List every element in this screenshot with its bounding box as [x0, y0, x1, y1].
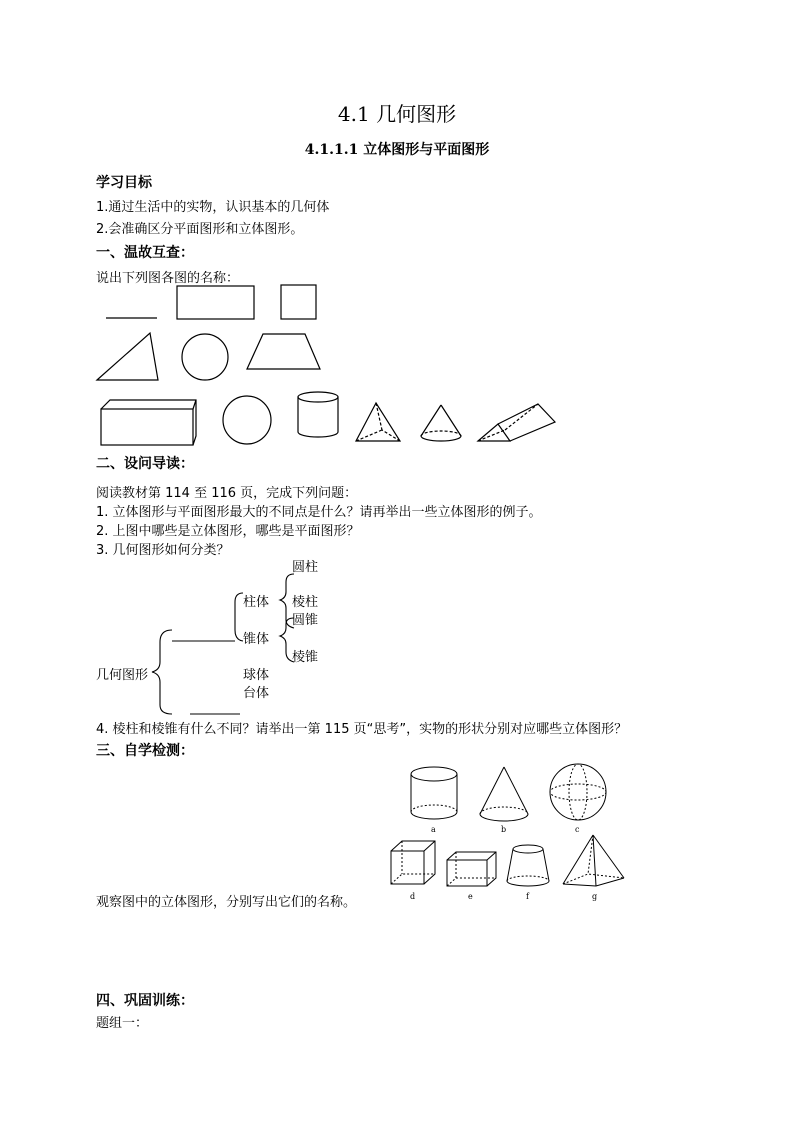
question: 1. 立体图形与平面图形最大的不同点是什么？请再举出一些立体图形的例子。 [96, 505, 542, 520]
question: 3. 几何图形如何分类？ [96, 543, 230, 558]
goal-item: 2.会准确区分平面图形和立体图形。 [96, 222, 304, 237]
goal-item: 1.通过生活中的实物，认识基本的几何体 [96, 200, 330, 215]
figure-g-pyramid [563, 835, 624, 886]
figure-label-c: c [575, 825, 580, 834]
tree-cone: 圆锥 [292, 613, 319, 628]
tree-cylinder: 圆柱 [292, 560, 319, 575]
section1-prompt: 说出下列图各图的名称： [96, 271, 240, 286]
figure-d-cube [391, 841, 435, 884]
section3-heading: 三、自学检测： [96, 743, 194, 759]
tree-root: 几何图形 [96, 668, 149, 683]
figure-label-f: f [526, 892, 529, 901]
tree-cone-group: 锥体 [243, 632, 270, 647]
page-subtitle: 4.1.1.1 立体图形与平面图形 [304, 142, 490, 158]
tree-prism-group: 柱体 [243, 595, 270, 610]
figure-a-cylinder [411, 767, 457, 819]
section4-heading: 四、巩固训练： [96, 993, 194, 1009]
page-title: 4.1 几何图形 [337, 102, 457, 126]
figure-f-frustum [507, 845, 549, 886]
figure-b-cone [480, 767, 528, 821]
tree-pyramid: 棱锥 [292, 650, 319, 665]
question: 4. 棱柱和棱锥有什么不同？请举出一第 115 页“思考”，实物的形状分别对应哪些立体图形？ [96, 722, 628, 737]
tree-prism: 棱柱 [292, 595, 319, 610]
section2-intro: 阅读教材第 114 至 116 页，完成下列问题： [96, 486, 358, 501]
figure-e-cuboid [447, 852, 496, 886]
figure-label-d: d [410, 892, 416, 901]
figure-c-sphere [550, 764, 606, 820]
figure-label-g: g [592, 892, 598, 901]
section2-heading: 二、设问导读： [96, 456, 194, 472]
figure-label-a: a [431, 825, 436, 834]
figure-label-b: b [501, 825, 507, 834]
goals-heading: 学习目标 [96, 175, 152, 191]
section3-prompt: 观察图中的立体图形，分别写出它们的名称。 [96, 895, 357, 910]
tree-frustum: 台体 [243, 686, 270, 701]
section4-group: 题组一： [96, 1016, 149, 1031]
question: 2. 上图中哪些是立体图形，哪些是平面图形？ [96, 524, 360, 539]
figure-label-e: e [468, 892, 473, 901]
section1-heading: 一、温故互查： [96, 245, 194, 261]
tree-sphere: 球体 [243, 668, 270, 683]
